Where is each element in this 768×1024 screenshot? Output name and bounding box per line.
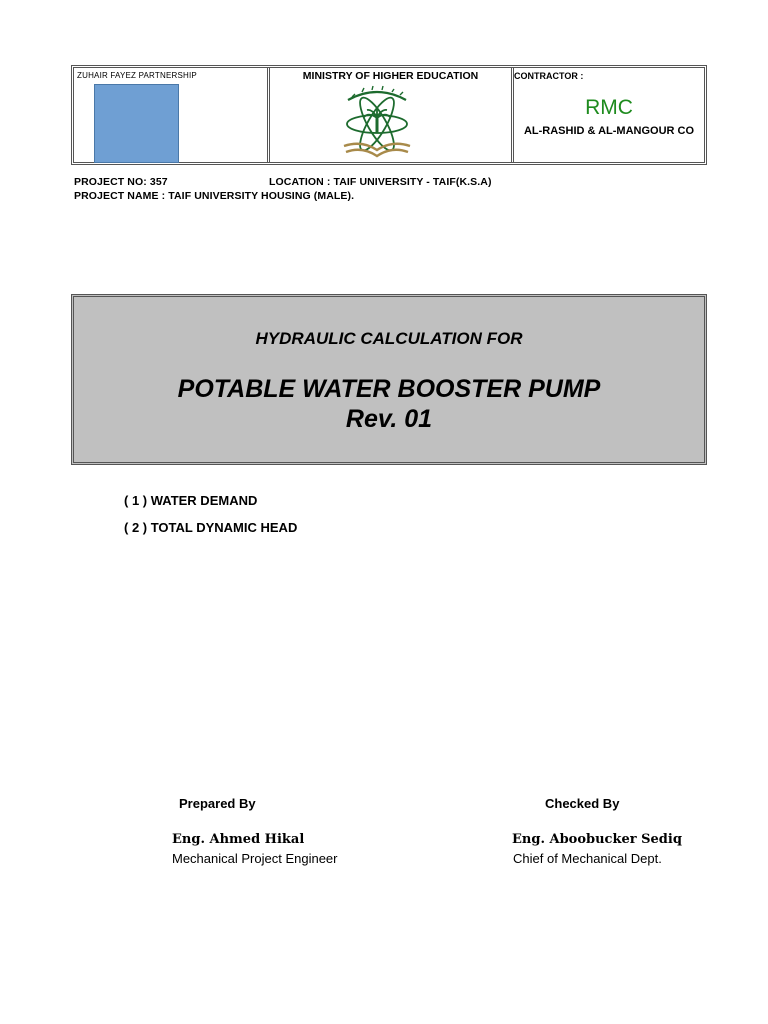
ministry-emblem-icon [322, 82, 432, 166]
consultant-cell [74, 68, 270, 162]
checked-by-title: Chief of Mechanical Dept. [513, 851, 662, 866]
contractor-name: AL-RASHID & AL-MANGOUR CO [523, 125, 695, 137]
client-cell [270, 68, 514, 162]
contractor-cell [514, 68, 704, 162]
prepared-by-title: Mechanical Project Engineer [172, 851, 338, 866]
prepared-by-name: Eng. Ahmed Hikal [172, 832, 305, 847]
checked-by-name: Eng. Aboobucker Sediq [512, 832, 682, 847]
content-item-water-demand: ( 1 ) WATER DEMAND [124, 493, 258, 508]
header-table [71, 65, 707, 165]
document-subtitle: HYDRAULIC CALCULATION FOR [255, 329, 523, 348]
title-box [71, 294, 707, 465]
consultant-logo [94, 84, 179, 163]
project-name: PROJECT NAME : TAIF UNIVERSITY HOUSING (MALE). [74, 190, 355, 202]
consultant-name: ZUHAIR FAYEZ PARTNERSHIP [77, 71, 197, 80]
revision-label: Rev. 01 [345, 405, 433, 433]
project-number: PROJECT NO: 357 [74, 176, 168, 188]
project-location: LOCATION : TAIF UNIVERSITY - TAIF(K.S.A) [269, 176, 492, 188]
checked-by-label: Checked By [545, 796, 620, 811]
content-item-total-dynamic-head: ( 2 ) TOTAL DYNAMIC HEAD [124, 520, 298, 535]
contractor-logo-text: RMC [585, 96, 633, 119]
contractor-label: CONTRACTOR : [514, 71, 584, 81]
document-title: POTABLE WATER BOOSTER PUMP [177, 375, 601, 403]
ministry-name: MINISTRY OF HIGHER EDUCATION [302, 70, 479, 82]
prepared-by-label: Prepared By [179, 796, 256, 811]
